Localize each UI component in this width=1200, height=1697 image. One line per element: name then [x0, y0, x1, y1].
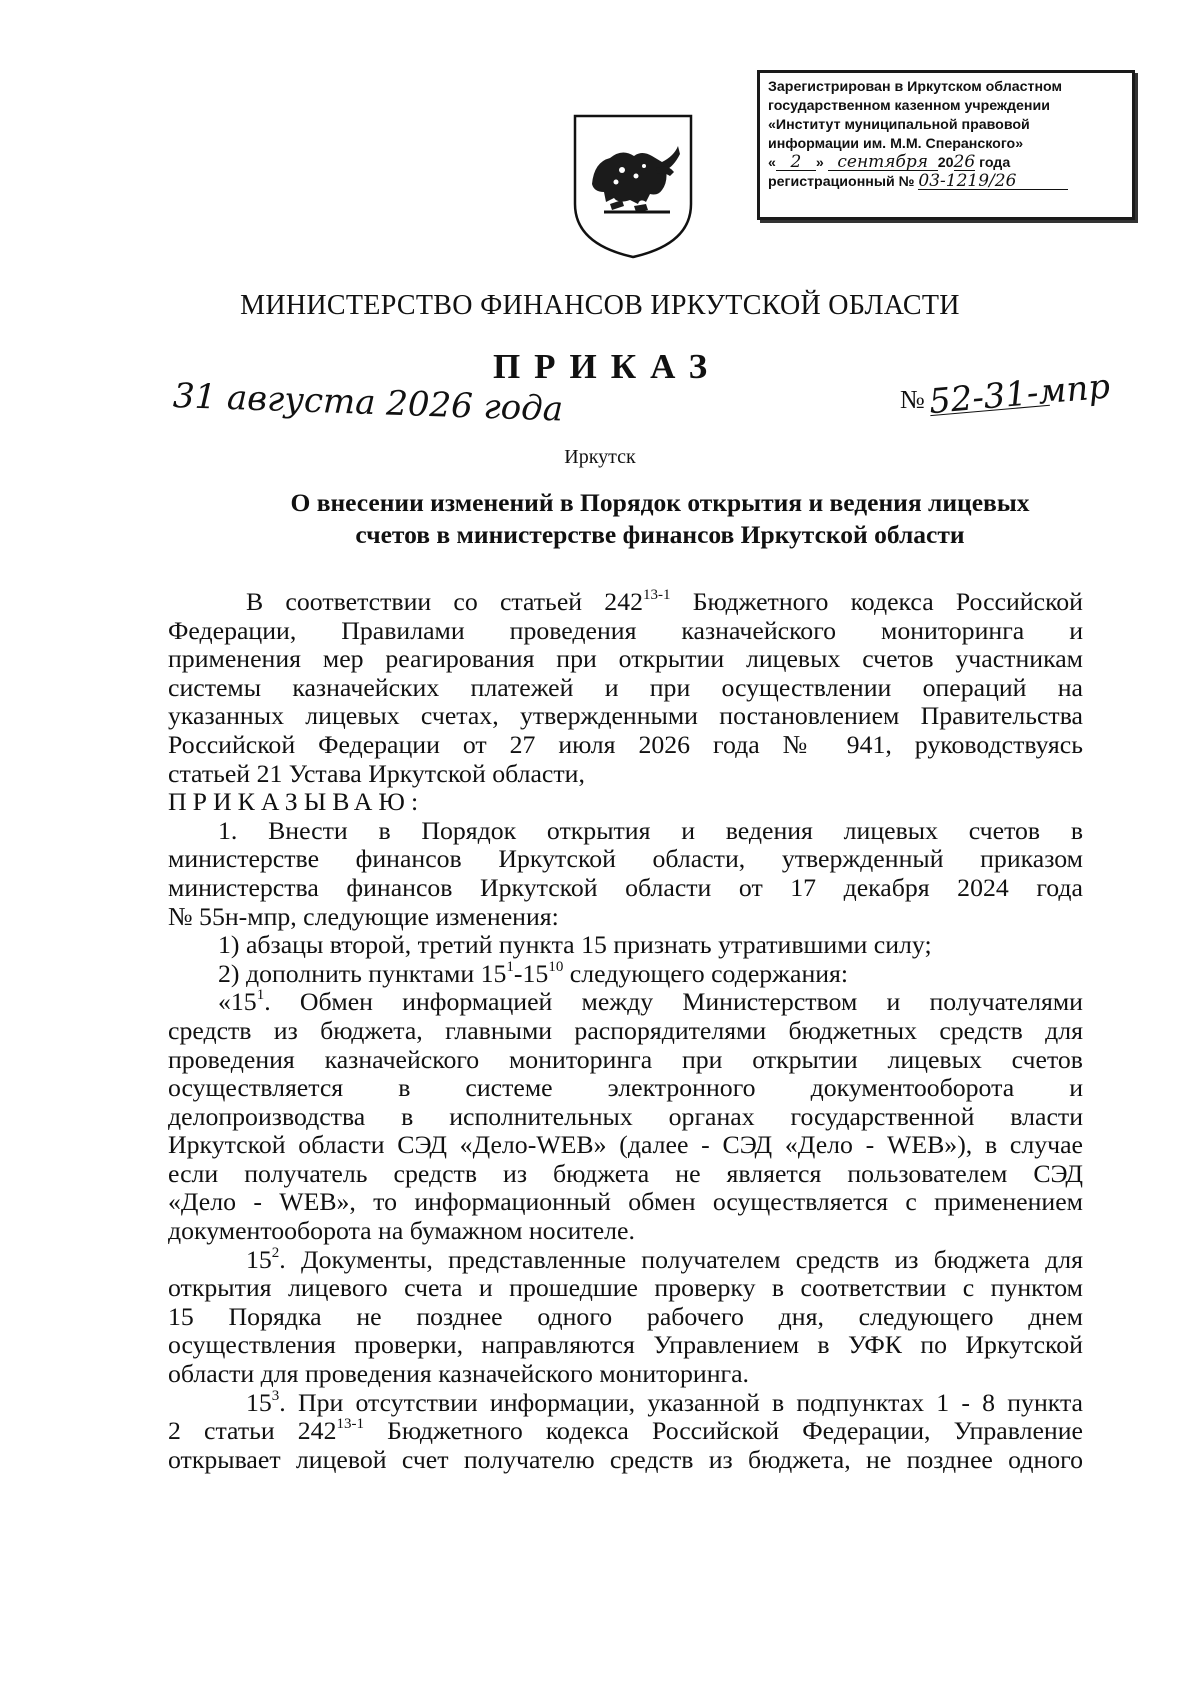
stamp-reg-line	[768, 173, 1126, 192]
handwritten-date: 31 августа 2026 года	[172, 376, 564, 430]
body-line: указанных лицевых счетах, утвержденными постановлением Правительства	[168, 701, 1083, 731]
body-line: Федерации, Правилами проведения казначейского мониторинга и	[168, 615, 1083, 645]
body-line: документооборота на бумажном носителе.	[168, 1216, 635, 1246]
body-line: осуществления проверки, направляются Управлением в УФК по Иркутской	[168, 1330, 1083, 1360]
body-line: $15^3$. При отсутствии информации, указанной в подпунктах 1 - 8 пункта	[246, 1387, 1083, 1417]
body-line: 2 статьи 242$^{13-1}$ Бюджетного кодекса Российской Федерации, Управление	[168, 1416, 1083, 1446]
body-line: министерства финансов Иркутской области от 17 декабря 2024 года	[168, 872, 1083, 902]
order-word: ПРИКАЗЫВАЮ:	[168, 787, 425, 817]
body-line: если получатель средств из бюджета не является пользователем СЭД	[168, 1158, 1083, 1188]
body-line: средств из бюджета, главными распорядителями бюджетных средств для	[168, 1015, 1083, 1045]
body-line: 15 Порядка не позднее одного рабочего дня, следующего днем	[168, 1301, 1083, 1331]
stamp-year-suffix: 26	[953, 152, 976, 172]
city: Иркутск	[564, 446, 636, 468]
stamp-day: 2	[776, 155, 816, 171]
body-line: министерстве финансов Иркутской области, утвержденный приказом	[168, 844, 1083, 874]
stamp-date-line: « 2 » сентября 2026 года	[768, 152, 1011, 172]
stamp-reg-number: 03-1219/26	[918, 174, 1068, 190]
stamp-line: государственном казенном учреждении	[768, 98, 1050, 114]
document-body	[168, 588, 1083, 1474]
ministry-name: МИНИСТЕРСТВО ФИНАНСОВ ИРКУТСКОЙ ОБЛАСТИ	[240, 290, 960, 321]
stamp-line: Зарегистрирован в Иркутском областном	[768, 79, 1062, 95]
body-line: 1) абзацы второй, третий пункта 15 признать утратившими силу;	[218, 930, 932, 960]
body-line: делопроизводства в исполнительных органах государственной власти	[168, 1101, 1083, 1131]
body-line: 2) дополнить пунктами $15^1-15^{10}$ следующего содержания:	[218, 958, 849, 988]
stamp-year-word: года	[979, 155, 1011, 171]
body-line: 1. Внести в Порядок открытия и ведения лицевых счетов в	[218, 815, 1083, 845]
stamp-year-prefix: 20	[937, 155, 954, 171]
coat-of-arms-icon	[570, 112, 696, 260]
body-line: статьей 21 Устава Иркутской области,	[168, 758, 585, 788]
body-line: № 55н-мпр, следующие изменения:	[168, 901, 559, 931]
body-line: «$15^1$. Обмен информацией между Министерством и получателями	[218, 987, 1083, 1017]
number-label: №	[900, 385, 925, 414]
registration-stamp	[757, 70, 1135, 220]
body-line: «Дело - WEB», то информационный обмен осуществляется с применением	[168, 1187, 1083, 1217]
body-line: открывает лицевой счет получателю средств из бюджета, не позднее одного	[168, 1444, 1083, 1474]
document-type-title: ПРИКАЗ	[492, 347, 722, 386]
body-line: открытия лицевого счета и прошедшие проверку в соответствии с пунктом	[168, 1273, 1083, 1303]
body-line: осуществляется в системе электронного документооборота и	[168, 1073, 1083, 1103]
stamp-month: сентября	[828, 155, 938, 171]
body-line: области для проведения казначейского мониторинга.	[168, 1359, 749, 1389]
document-subject	[240, 487, 1080, 551]
body-line: применения мер реагирования при открытии лицевых счетов участникам	[168, 644, 1083, 674]
stamp-reg-label: регистрационный №	[768, 174, 915, 190]
stamp-line: информации им. М.М. Сперанского»	[768, 136, 1024, 152]
stamp-line: «Институт муниципальной правовой	[768, 117, 1030, 133]
body-line: системы казначейских платежей и при осуществлении операций на	[168, 672, 1083, 702]
body-line: $15^2$. Документы, представленные получателем средств из бюджета для	[246, 1244, 1083, 1274]
body-line: проведения казначейского мониторинга при открытии лицевых счетов	[168, 1044, 1083, 1074]
order-number	[900, 366, 1112, 423]
subject-line: счетов в министерстве финансов Иркутской области	[355, 520, 965, 549]
body-line: Российской Федерации от 27 июля 2026 года № 941, руководствуясь	[168, 729, 1083, 759]
body-line: В соответствии со статьей 242$^{13-1}$ Бюджетного кодекса Российской	[246, 587, 1083, 616]
handwritten-number: 52-31-мпр	[927, 366, 1112, 423]
subject-line: О внесении изменений в Порядок открытия и ведения лицевых	[290, 488, 1030, 517]
body-line: Иркутской области СЭД «Дело-WEB» (далее - СЭД «Дело - WEB»), в случае	[168, 1130, 1083, 1160]
